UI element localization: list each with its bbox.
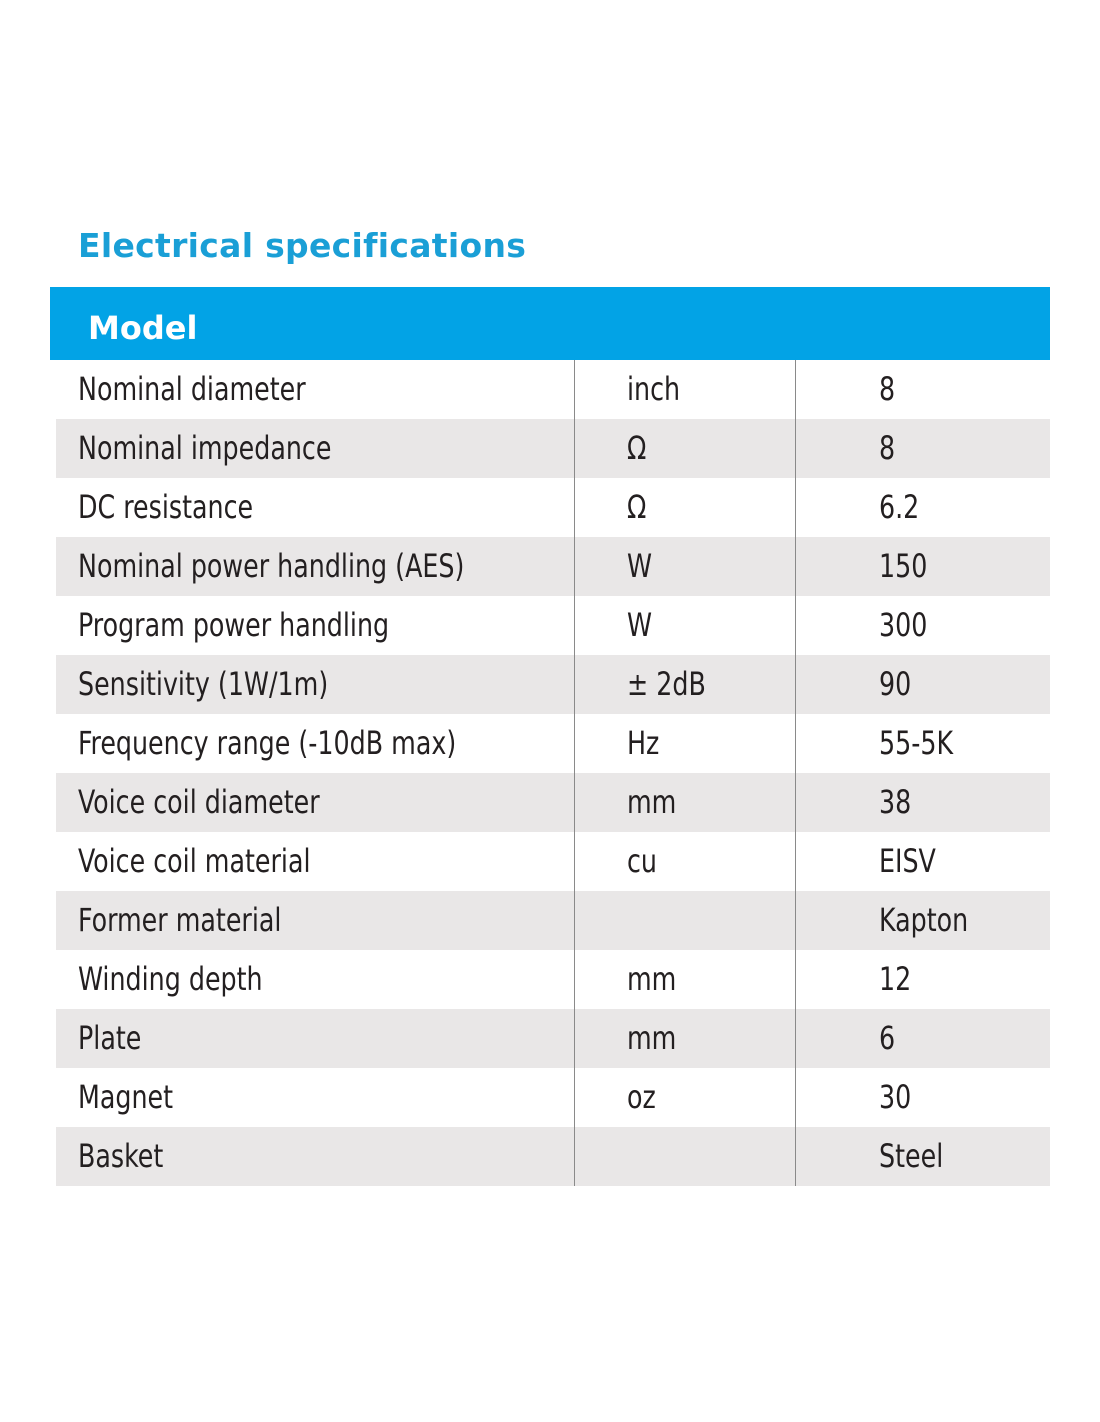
parameter-cell: Voice coil material	[78, 842, 311, 880]
unit-cell: inch	[574, 360, 795, 419]
table-row	[56, 1009, 1050, 1068]
value-cell: 6.2	[795, 478, 1050, 537]
value-cell: 12	[795, 950, 1050, 1009]
value-cell: 8	[795, 360, 1050, 419]
parameter-cell: Nominal diameter	[78, 370, 306, 408]
parameter-cell: Voice coil diameter	[78, 783, 320, 821]
model-header-bar	[50, 287, 1050, 360]
unit-cell: Ω	[574, 478, 795, 537]
table-row	[56, 832, 1050, 891]
unit-cell: mm	[574, 773, 795, 832]
value-cell: 90	[795, 655, 1050, 714]
table-row	[56, 1127, 1050, 1186]
unit-cell: mm	[574, 1009, 795, 1068]
value-cell: 8	[795, 419, 1050, 478]
table-row	[56, 537, 1050, 596]
parameter-cell: Former material	[78, 901, 282, 939]
unit-cell: W	[574, 596, 795, 655]
table-row	[56, 655, 1050, 714]
unit-cell: Hz	[574, 714, 795, 773]
table-row	[56, 714, 1050, 773]
table-row	[56, 360, 1050, 419]
spec-table	[56, 360, 1050, 1186]
table-row	[56, 596, 1050, 655]
table-row	[56, 419, 1050, 478]
unit-cell: W	[574, 537, 795, 596]
table-row	[56, 950, 1050, 1009]
unit-cell: mm	[574, 950, 795, 1009]
unit-cell	[574, 891, 795, 950]
section-title: Electrical specifications	[78, 226, 527, 265]
table-row	[56, 891, 1050, 950]
value-cell: 150	[795, 537, 1050, 596]
parameter-cell: Magnet	[78, 1078, 174, 1116]
table-row	[56, 1068, 1050, 1127]
value-cell: 300	[795, 596, 1050, 655]
value-cell: Kapton	[795, 891, 1050, 950]
unit-cell: cu	[574, 832, 795, 891]
parameter-cell: Plate	[78, 1019, 142, 1057]
parameter-cell: DC resistance	[78, 488, 254, 526]
parameter-cell: Nominal impedance	[78, 429, 332, 467]
model-header-label: Model	[88, 309, 198, 347]
unit-cell	[574, 1127, 795, 1186]
parameter-cell: Winding depth	[78, 960, 263, 998]
parameter-cell: Sensitivity (1W/1m)	[78, 665, 329, 703]
table-row	[56, 478, 1050, 537]
value-cell: 55-5K	[795, 714, 1050, 773]
parameter-cell: Nominal power handling (AES)	[78, 547, 465, 585]
unit-cell: oz	[574, 1068, 795, 1127]
value-cell: Steel	[795, 1127, 1050, 1186]
parameter-cell: Program power handling	[78, 606, 390, 644]
unit-cell: Ω	[574, 419, 795, 478]
parameter-cell: Frequency range (-10dB max)	[78, 724, 457, 762]
value-cell: 30	[795, 1068, 1050, 1127]
unit-cell: ± 2dB	[574, 655, 795, 714]
value-cell: EISV	[795, 832, 1050, 891]
value-cell: 6	[795, 1009, 1050, 1068]
parameter-cell: Basket	[78, 1137, 164, 1175]
table-row	[56, 773, 1050, 832]
value-cell: 38	[795, 773, 1050, 832]
